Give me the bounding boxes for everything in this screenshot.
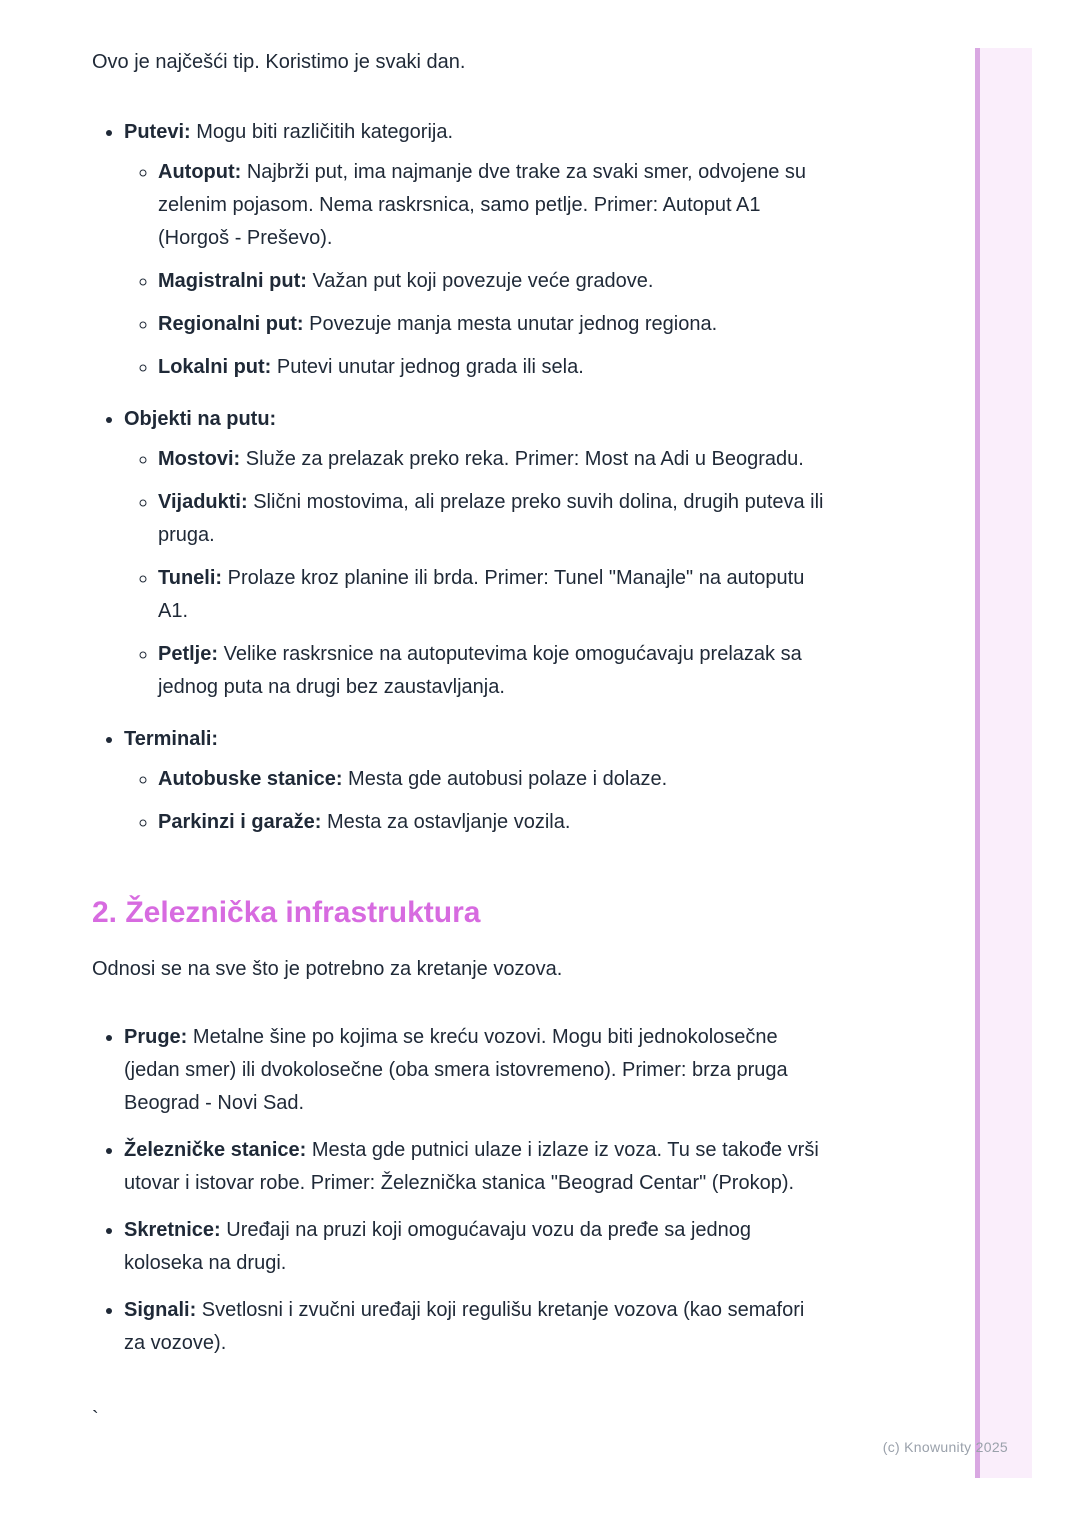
list-item: [158, 151, 827, 260]
description: Prolaze kroz planine ili brda. Primer: Tunel "Manajle" na autoputu A1.: [158, 567, 805, 622]
term: Objekti na putu:: [124, 408, 277, 430]
description: Služe za prelazak preko reka. Primer: Most na Adi u Beogradu.: [245, 448, 804, 470]
document-body: [92, 46, 827, 1436]
description: Putevi unutar jednog grada ili sela.: [276, 356, 584, 378]
description: Svetlosni i zvučni uređaji koji regulišu kretanje vozova (kao semafori za vozove).: [124, 1299, 805, 1354]
description: Mogu biti različitih kategorija.: [196, 121, 454, 143]
term: Putevi:: [124, 121, 191, 143]
list-item: [124, 1127, 827, 1207]
term: Autoput:: [158, 161, 242, 183]
term: Mostovi:: [158, 448, 241, 470]
list-item: [158, 633, 827, 709]
section-heading-railway: 2. Železnička infrastruktura: [92, 896, 481, 929]
list-item: [158, 481, 827, 557]
term: Parkinzi i garaže:: [158, 811, 322, 833]
term: Signali:: [124, 1299, 197, 1321]
description: Slični mostovima, ali prelaze preko suvih dolina, drugih puteva ili pruga.: [158, 491, 824, 546]
term: Autobuske stanice:: [158, 768, 343, 790]
list-item: [158, 438, 827, 481]
sub-list: [124, 438, 827, 709]
description: Mesta za ostavljanje vozila.: [326, 811, 571, 833]
list-item: [124, 396, 827, 716]
railway-infrastructure-list: [92, 1014, 827, 1367]
intro-paragraph: Ovo je najčešći tip. Koristimo je svaki dan.: [92, 51, 466, 73]
term: Magistralni put:: [158, 270, 307, 292]
list-item: [124, 109, 827, 396]
description: Velike raskrsnice na autoputevima koje omogućavaju prelazak sa jednog puta na drugi bez zaustavljanja.: [158, 643, 802, 698]
term: Lokalni put:: [158, 356, 272, 378]
term: Železničke stanice:: [124, 1139, 307, 1161]
list-item: [158, 346, 827, 389]
term: Tuneli:: [158, 567, 223, 589]
list-item: [124, 716, 827, 851]
list-item: [158, 557, 827, 633]
list-item: [124, 1287, 827, 1367]
description: Najbrži put, ima najmanje dve trake za svaki smer, odvojene su zelenim pojasom. Nema raskrsnica, samo petlje. Primer: Autoput A1 (Horgoš - Preševo).: [158, 161, 807, 249]
list-item: [124, 1014, 827, 1127]
sub-list: [124, 758, 827, 844]
description: Važan put koji povezuje veće gradove.: [312, 270, 654, 292]
term: Petlje:: [158, 643, 219, 665]
list-item: [124, 1207, 827, 1287]
description: Uređaji na pruzi koji omogućavaju vozu da pređe sa jednog koloseka na drugi.: [124, 1219, 752, 1274]
stray-backtick-character: `: [92, 1408, 99, 1430]
term: Pruge:: [124, 1026, 188, 1048]
description: Povezuje manja mesta unutar jednog regiona.: [309, 313, 718, 335]
page-accent-sidebar: [975, 48, 1032, 1478]
term: Terminali:: [124, 728, 219, 750]
description: Metalne šine po kojima se kreću vozovi. Mogu biti jednokolosečne (jedan smer) ili dvokolosečne (oba smera istovremeno). Primer: brza pruga Beograd - Novi Sad.: [124, 1026, 788, 1114]
term: Regionalni put:: [158, 313, 304, 335]
road-infrastructure-list: [92, 109, 827, 851]
list-item: [158, 801, 827, 844]
description: Mesta gde autobusi polaze i dolaze.: [348, 768, 668, 790]
copyright-note: (c) Knowunity 2025: [882, 1439, 1008, 1455]
sub-list: [124, 151, 827, 389]
list-item: [158, 303, 827, 346]
description: Mesta gde putnici ulaze i izlaze iz voza. Tu se takođe vrši utovar i istovar robe. Primer: Železnička stanica "Beograd Centar" (Prokop).: [124, 1139, 819, 1194]
list-item: [158, 260, 827, 303]
term: Skretnice:: [124, 1219, 221, 1241]
list-item: [158, 758, 827, 801]
section-intro-paragraph: Odnosi se na sve što je potrebno za kretanje vozova.: [92, 958, 563, 980]
term: Vijadukti:: [158, 491, 248, 513]
